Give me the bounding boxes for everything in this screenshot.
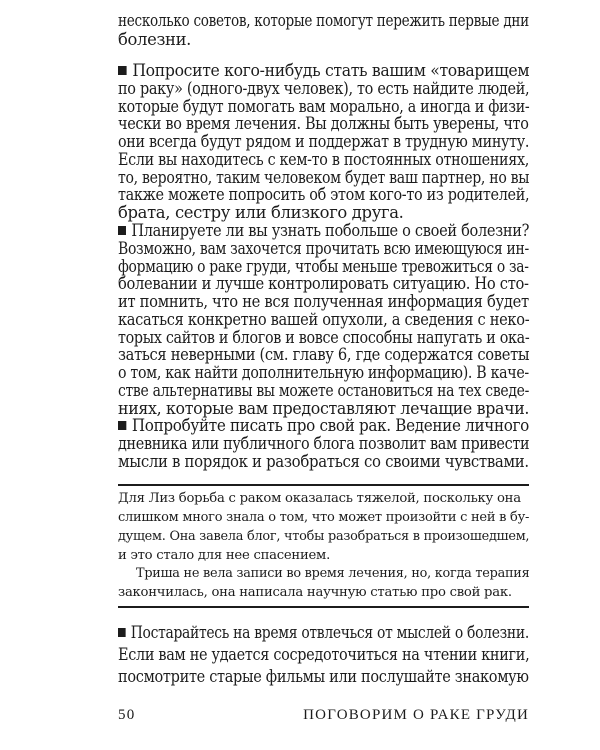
text-line: касаться конкретно вашей опухоли, а сведения с неко- — [118, 310, 530, 329]
text-line: Возможно, вам захочется прочитать всю имеющуюся ин- — [118, 239, 529, 258]
text-line: ниях, которые вам предоставляют лечащие врачи. — [118, 399, 530, 418]
text-line: о том, как найти дополнительную информацию). В каче- — [118, 363, 529, 382]
text-line: брата, сестру или близкого друга. — [118, 203, 404, 222]
text-line: то, вероятно, таким человеком будет ваш партнер, но вы — [118, 168, 530, 187]
text-line: также можете попросить об этом кого-то из родителей, — [118, 185, 530, 204]
text-line: торых сайтов и блогов и вовсе способны напугать и ока- — [118, 328, 530, 347]
text-line: дневника или публичного блога позволит вам привести — [118, 434, 530, 453]
text-line: болезни. — [118, 30, 192, 49]
text-line: стве альтернативы вы можете остановиться на тех сведе- — [118, 381, 529, 400]
text-line: Если вам не удается сосредоточиться на чтении книги, — [118, 645, 530, 664]
square-bullet-icon — [118, 421, 126, 430]
box-text-line: дущем. Она завела блог, чтобы разобраться в произошедшем, — [118, 529, 530, 544]
text-line: чески во время лечения. Вы должны быть уверены, что — [118, 114, 529, 133]
text-line: которые будут помогать вам морально, а иногда и физи- — [118, 97, 530, 116]
text-line: Если вы находитесь с кем-то в постоянных отношениях, — [118, 150, 529, 169]
box-text-line: и это стало для нее спасением. — [118, 548, 331, 563]
text-line: Попросите кого-нибудь стать вашим «товарищем — [132, 61, 530, 80]
box-text-line: Для Лиз борьба с раком оказалась тяжелой, поскольку она — [118, 491, 521, 506]
bullet-item-write — [118, 416, 529, 435]
text-line: по раку» (одного-двух человек), то есть найдите людей, — [118, 79, 530, 98]
box-text-line: слишком много знала о том, что может произойти с ней в бу- — [118, 510, 530, 525]
text-line: ит помнить, что не вся полученная информация будет — [118, 292, 529, 311]
text-line: формацию о раке груди, чтобы меньше тревожиться о за- — [118, 257, 529, 276]
text-line: несколько советов, которые помогут пережить первые дни — [118, 11, 529, 30]
box-text-line: закончилась, она написала научную статью про свой рак. — [118, 585, 512, 600]
text-line: заться неверными (см. главу 6, где содержатся советы — [118, 345, 530, 364]
text-line: Постарайтесь на время отвлечься от мыслей о болезни. — [130, 623, 529, 642]
text-line: болевании и лучше контролировать ситуацию. Но сто- — [118, 274, 529, 293]
box-top-rule — [118, 484, 529, 486]
running-title: ПОГОВОРИМ О РАКЕ ГРУДИ — [303, 707, 529, 723]
text-line: мысли в порядок и разобраться со своими чувствами. — [118, 452, 529, 471]
square-bullet-icon — [118, 66, 127, 75]
text-line: они всегда будут рядом и поддержат в трудную минуту. — [118, 132, 530, 151]
bullet-item-learn-more — [118, 221, 529, 240]
box-bottom-rule — [118, 606, 529, 608]
page-number: 50 — [118, 707, 136, 723]
bullet-item-buddy — [118, 61, 529, 80]
text-line: Планируете ли вы узнать побольше о своей болезни? — [131, 221, 530, 240]
text-line: посмотрите старые фильмы или послушайте знакомую — [118, 667, 529, 686]
square-bullet-icon — [118, 628, 126, 637]
bullet-item-distract — [118, 623, 529, 642]
box-text-line: Триша не вела записи во время лечения, но, когда терапия — [136, 566, 530, 581]
text-line: Попробуйте писать про свой рак. Ведение личного — [131, 416, 529, 435]
square-bullet-icon — [118, 226, 126, 235]
